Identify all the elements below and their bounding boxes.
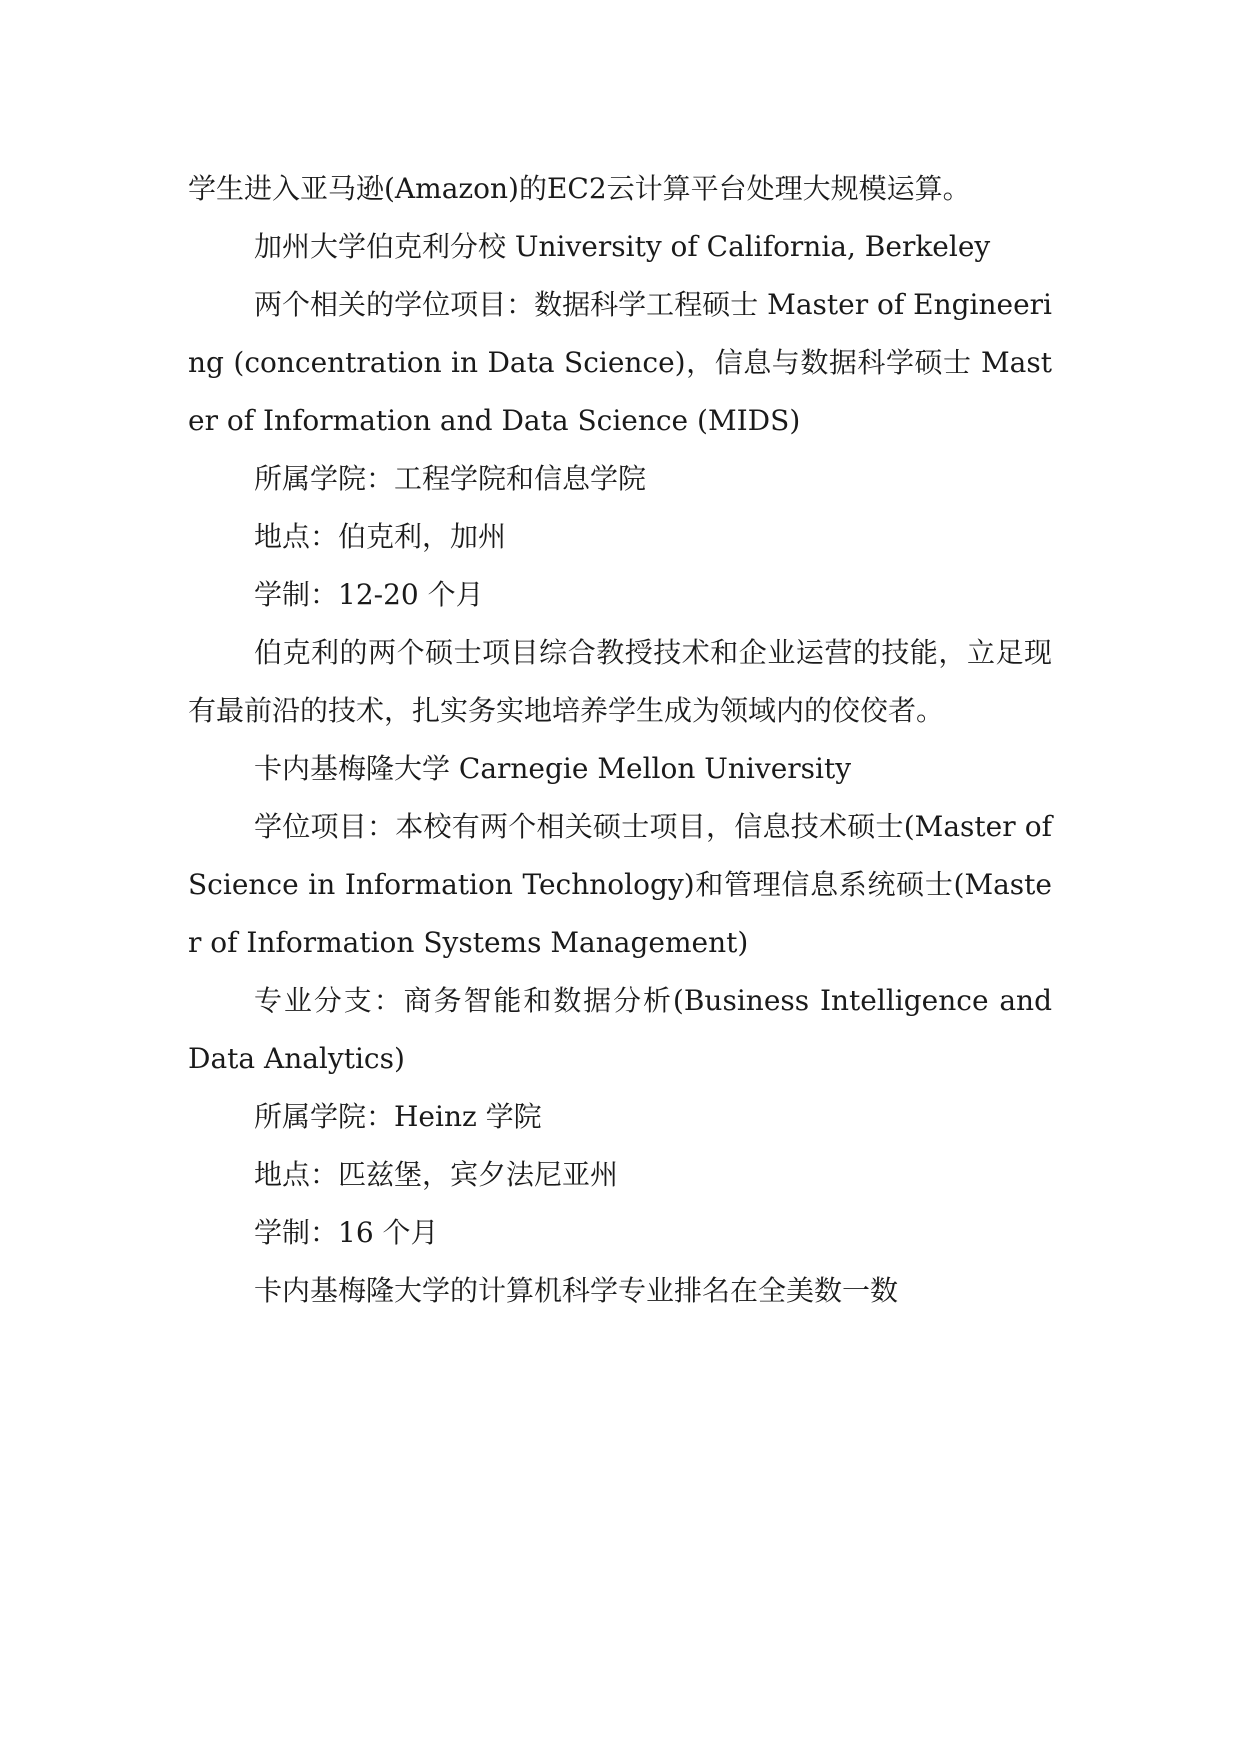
paragraph-berkeley-school: 所属学院：工程学院和信息学院 [254,462,647,495]
paragraph-berkeley-description: 伯克利的两个硕士项目综合教授技术和企业运营的技能，立足现有最前沿的技术，扎实务实地培养学生成为领域内的佼佼者。 [188,636,1052,727]
paragraph-berkeley-programs: 两个相关的学位项目：数据科学工程硕士 Master of Engineering (concentration in Data Science)，信息与数据科学硕士 Master of Information and Data Science (MIDS) [188,288,1052,437]
paragraph-cmu-description: 卡内基梅隆大学的计算机科学专业排名在全美数一数 [254,1274,899,1307]
paragraph-cmu-school: 所属学院：Heinz 学院 [254,1100,542,1133]
paragraph-cmu-concentration: 专业分支：商务智能和数据分析(Business Intelligence and Data Analytics) [188,984,1052,1075]
paragraph-cmu-duration: 学制：16 个月 [254,1216,439,1249]
paragraph-berkeley-location: 地点：伯克利，加州 [254,520,507,553]
paragraph-amazon-ec2: 学生进入亚马逊(Amazon)的EC2云计算平台处理大规模运算。 [188,172,971,205]
paragraph-cmu-programs: 学位项目：本校有两个相关硕士项目，信息技术硕士(Master of Science in Information Technology)和管理信息系统硕士(Master of Information Systems Management) [188,810,1052,959]
paragraph-berkeley-title: 加州大学伯克利分校 University of California, Berkeley [254,230,991,263]
paragraph-berkeley-duration: 学制：12-20 个月 [254,578,484,611]
document-body [188,160,1052,1320]
paragraph-cmu-location: 地点：匹兹堡，宾夕法尼亚州 [254,1158,619,1191]
paragraph-cmu-title: 卡内基梅隆大学 Carnegie Mellon University [254,752,852,785]
